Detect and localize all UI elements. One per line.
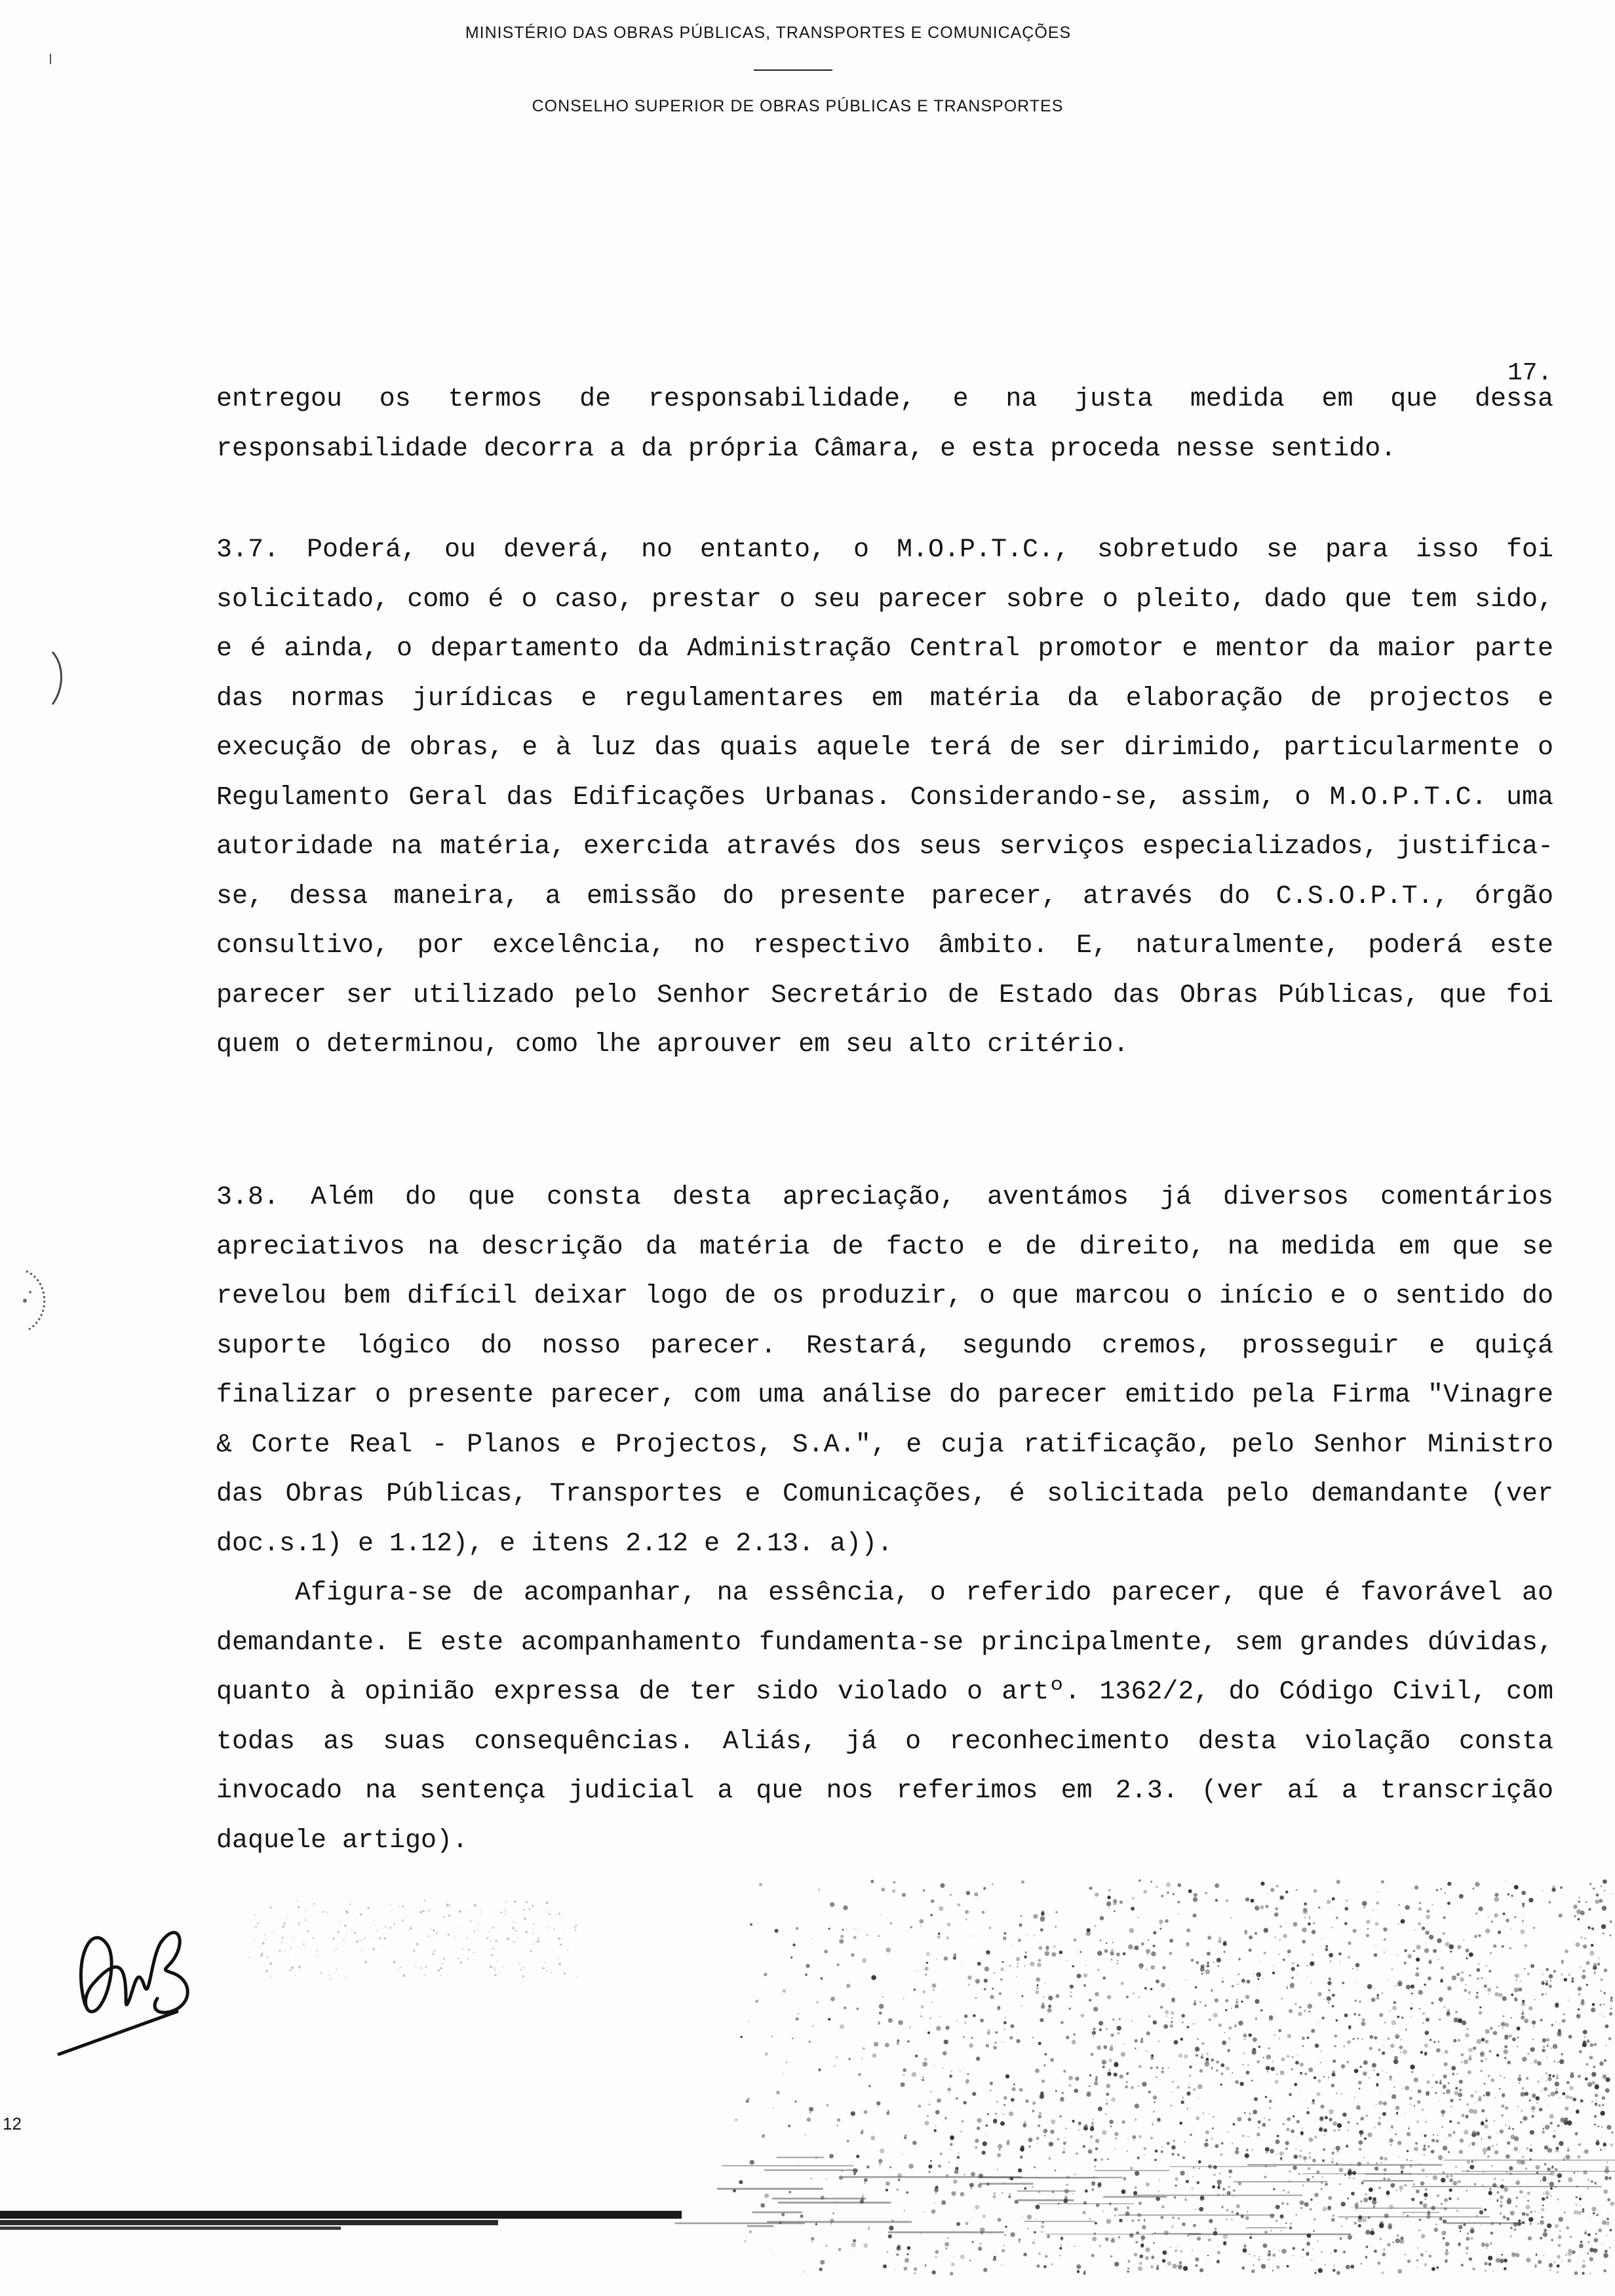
- tick-mark-icon: [47, 52, 54, 66]
- footer-mark: 12: [3, 2114, 22, 2133]
- letterhead-ministry: MINISTÉRIO DAS OBRAS PÚBLICAS, TRANSPORTES E COMUNICAÇÕES: [465, 24, 1072, 42]
- punch-hole-icon: [13, 1265, 59, 1337]
- paragraph-continuation: [216, 375, 1553, 474]
- letterhead-divider: [754, 69, 832, 71]
- paragraph-3-8: [216, 1173, 1553, 1866]
- paragraph-text: 3.8. Além do que consta desta apreciação, aventámos já diversos comentários apreciativos na descrição da matéria de facto e de direito, na medida em que se revelou bem difícil deixar logo de os produzir, o que marcou o início e o sentido do suporte lógico do nosso parecer. Restará, segundo cremos, prosseguir e quiçá finalizar o presente parecer, com uma análise do parecer emitido pela Firma "Vinagre & Corte Real - Planos e Projectos, S.A.", e cuja ratificação, pelo Senhor Ministro das Obras Públicas, Transportes e Comunicações, é solicitada pelo demandante (ver doc.s.1) e 1.12), e itens 2.12 e 2.13. a)).: [216, 1183, 1553, 1559]
- page-number: 17.: [1508, 359, 1553, 387]
- letterhead-council: CONSELHO SUPERIOR DE OBRAS PÚBLICAS E TRANSPORTES: [532, 97, 1064, 115]
- paragraph-text-followup: Afigura-se de acompanhar, na essência, o referido parecer, que é favorável ao demandante. E este acompanhamento fundamenta-se principalmente, sem grandes dúvidas, quanto à opinião expressa de ter sido violado o artº. 1362/2, do Código Civil, com todas as suas consequências. Aliás, já o reconhecimento desta violação consta invocado na sentença judicial a que nos referimos em 2.3. (ver aí a transcrição daquele artigo).: [216, 1578, 1553, 1856]
- scan-edge-bar-icon: [0, 2207, 682, 2233]
- paragraph-3-7: [216, 526, 1553, 1070]
- binding-mark-icon: [46, 649, 72, 708]
- paragraph-text: 3.7. Poderá, ou deverá, no entanto, o M.O.P.T.C., sobretudo se para isso foi solicitado, como é o caso, prestar o seu parecer sobre o pleito, dado que tem sido, e é ainda, o departamento da Administração Central promotor e mentor da maior parte das normas jurídicas e regulamentares em matéria da elaboração de projectos e execução de obras, e à luz das quais aquele terá de ser dirimido, particularmente o Regulamento Geral das Edificações Urbanas. Considerando-se, assim, o M.O.P.T.C. uma autoridade na matéria, exercida através dos seus serviços especializados, justifica-se, dessa maneira, a emissão do presente parecer, através do C.S.O.P.T., órgão consultivo, por excelência, no respectivo âmbito. E, naturalmente, poderá este parecer ser utilizado pelo Senhor Secretário de Estado das Obras Públicas, que foi quem o determinou, como lhe aprouver em seu alto critério.: [216, 535, 1553, 1060]
- paragraph-text: entregou os termos de responsabilidade, e na justa medida em que dessa responsabilidade decorra a da própria Câmara, e esta proceda nesse sentido.: [216, 385, 1553, 464]
